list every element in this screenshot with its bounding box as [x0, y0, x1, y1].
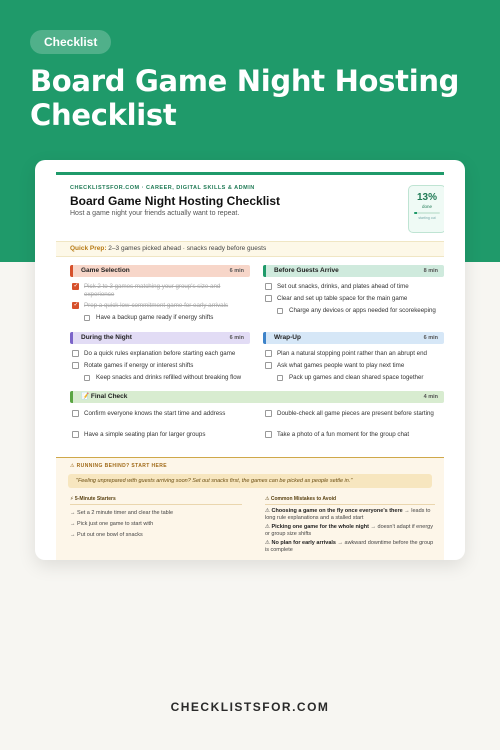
checklist-item[interactable]: Confirm everyone knows the start time and address	[72, 410, 252, 418]
checklist-item[interactable]: Rotate games if energy or interest shifts	[72, 362, 248, 370]
section-wrap-up	[263, 332, 444, 344]
section-final-check	[70, 391, 444, 403]
section-title: Before Guests Arrive	[274, 267, 339, 274]
checkbox[interactable]	[265, 431, 272, 438]
progress-label: done	[421, 204, 432, 209]
checklist-item[interactable]: Double-check all game pieces are present before starting	[265, 410, 441, 418]
checklist-item[interactable]: Plan a natural stopping point rather than an abrupt end	[265, 350, 441, 358]
section-time: 6 min	[423, 335, 438, 341]
mistakes-heading: ⚠ Common Mistakes to Avoid	[265, 496, 337, 502]
checklist-item[interactable]: Clear and set up table space for the main game	[265, 295, 441, 303]
checkbox[interactable]	[265, 350, 272, 357]
checkbox[interactable]	[265, 362, 272, 369]
running-behind-quote: "Feeling unprepared with guests arriving soon? Set out snacks first, the games can be picked as people settle in."	[68, 474, 432, 488]
running-behind-heading: ⚠ RUNNING BEHIND? START HERE	[70, 463, 167, 469]
checkbox[interactable]	[72, 362, 79, 369]
running-behind-panel	[56, 458, 444, 560]
column-divider	[265, 504, 435, 505]
preview-card	[35, 160, 465, 560]
doc-eyebrow: CHECKLISTSFOR.COM · CAREER, DIGITAL SKILLS & ADMIN	[70, 185, 255, 191]
section-time: 8 min	[423, 268, 438, 274]
section-time: 4 min	[423, 394, 438, 400]
quick-prep-bar	[56, 241, 444, 257]
checklist-subitem[interactable]: Have a backup game ready if energy shifts	[84, 314, 248, 322]
progress-fill	[414, 212, 417, 214]
section-title: During the Night	[81, 334, 132, 341]
progress-percent: 13%	[416, 192, 437, 203]
starter-item: → Pick just one game to start with	[70, 521, 154, 527]
section-before-guests	[263, 265, 444, 277]
checklist-item[interactable]: Set out snacks, drinks, and plates ahead of time	[265, 283, 441, 291]
checklist-document	[56, 172, 444, 560]
mistake-item: ⚠ No plan for early arrivals → awkward downtime before the group is complete	[265, 540, 434, 553]
checkbox[interactable]	[72, 431, 79, 438]
mistake-item: ⚠ Picking one game for the whole night → doesn't adapt if energy or group size shifts	[265, 524, 433, 537]
checklist-item[interactable]: Do a quick rules explanation before starting each game	[72, 350, 248, 358]
checklist-item[interactable]: Have a simple seating plan for larger groups	[72, 431, 252, 439]
section-game-selection	[70, 265, 250, 277]
checklist-item[interactable]: Ask what games people want to play next time	[265, 362, 441, 370]
mistake-item: ⚠ Choosing a game on the fly once everyone's there → leads to long rule explanations and a stalled start	[265, 508, 431, 521]
section-time: 6 min	[229, 268, 244, 274]
checkbox[interactable]	[265, 295, 272, 302]
progress-bar	[414, 212, 440, 214]
checklist-item[interactable]: ✓ Prep a quick low-commitment game for early arrivals	[72, 302, 248, 310]
section-during-night	[70, 332, 250, 344]
section-title: Game Selection	[81, 267, 130, 274]
checkbox-checked[interactable]	[72, 283, 79, 290]
starters-heading: ⚡ 5-Minute Starters	[70, 496, 116, 502]
checkbox[interactable]	[72, 350, 79, 357]
doc-subtitle: Host a game night your friends actually want to repeat.	[70, 210, 240, 217]
checkbox-checked[interactable]	[72, 302, 79, 309]
quick-prep-text: 2–3 games picked ahead · snacks ready before guests	[108, 245, 267, 252]
doc-title: Board Game Night Hosting Checklist	[70, 194, 281, 208]
hero-title: Board Game Night Hosting Checklist	[30, 64, 460, 132]
starter-item: → Set a 2 minute timer and clear the table	[70, 510, 174, 516]
clipboard-icon: 📝	[81, 393, 90, 400]
checkbox[interactable]	[72, 410, 79, 417]
checkbox[interactable]	[84, 315, 90, 321]
checklist-subitem[interactable]: Pack up games and clean shared space together	[277, 374, 441, 382]
checkbox[interactable]	[277, 375, 283, 381]
section-title: Wrap-Up	[274, 334, 301, 341]
progress-widget	[408, 185, 444, 233]
checkbox[interactable]	[277, 308, 283, 314]
footer-brand[interactable]: CHECKLISTSFOR.COM	[170, 700, 330, 714]
category-badge: Checklist	[30, 30, 111, 54]
section-title: Final Check	[90, 393, 128, 400]
checkbox[interactable]	[265, 283, 272, 290]
progress-caption: starting out	[418, 216, 436, 220]
starter-item: → Put out one bowl of snacks	[70, 532, 143, 538]
quick-prep-label: Quick Prep:	[70, 245, 107, 252]
checklist-subitem[interactable]: Charge any devices or apps needed for scorekeeping	[277, 307, 441, 315]
column-divider	[70, 504, 242, 505]
checkbox[interactable]	[84, 375, 90, 381]
checkbox[interactable]	[265, 410, 272, 417]
checklist-item[interactable]: ✓ Pick 2 to 3 games matching your group's size and experience	[72, 283, 248, 299]
checklist-subitem[interactable]: Keep snacks and drinks refilled without breaking flow	[84, 374, 252, 382]
checklist-item[interactable]: Take a photo of a fun moment for the group chat	[265, 431, 441, 439]
section-time: 6 min	[229, 335, 244, 341]
